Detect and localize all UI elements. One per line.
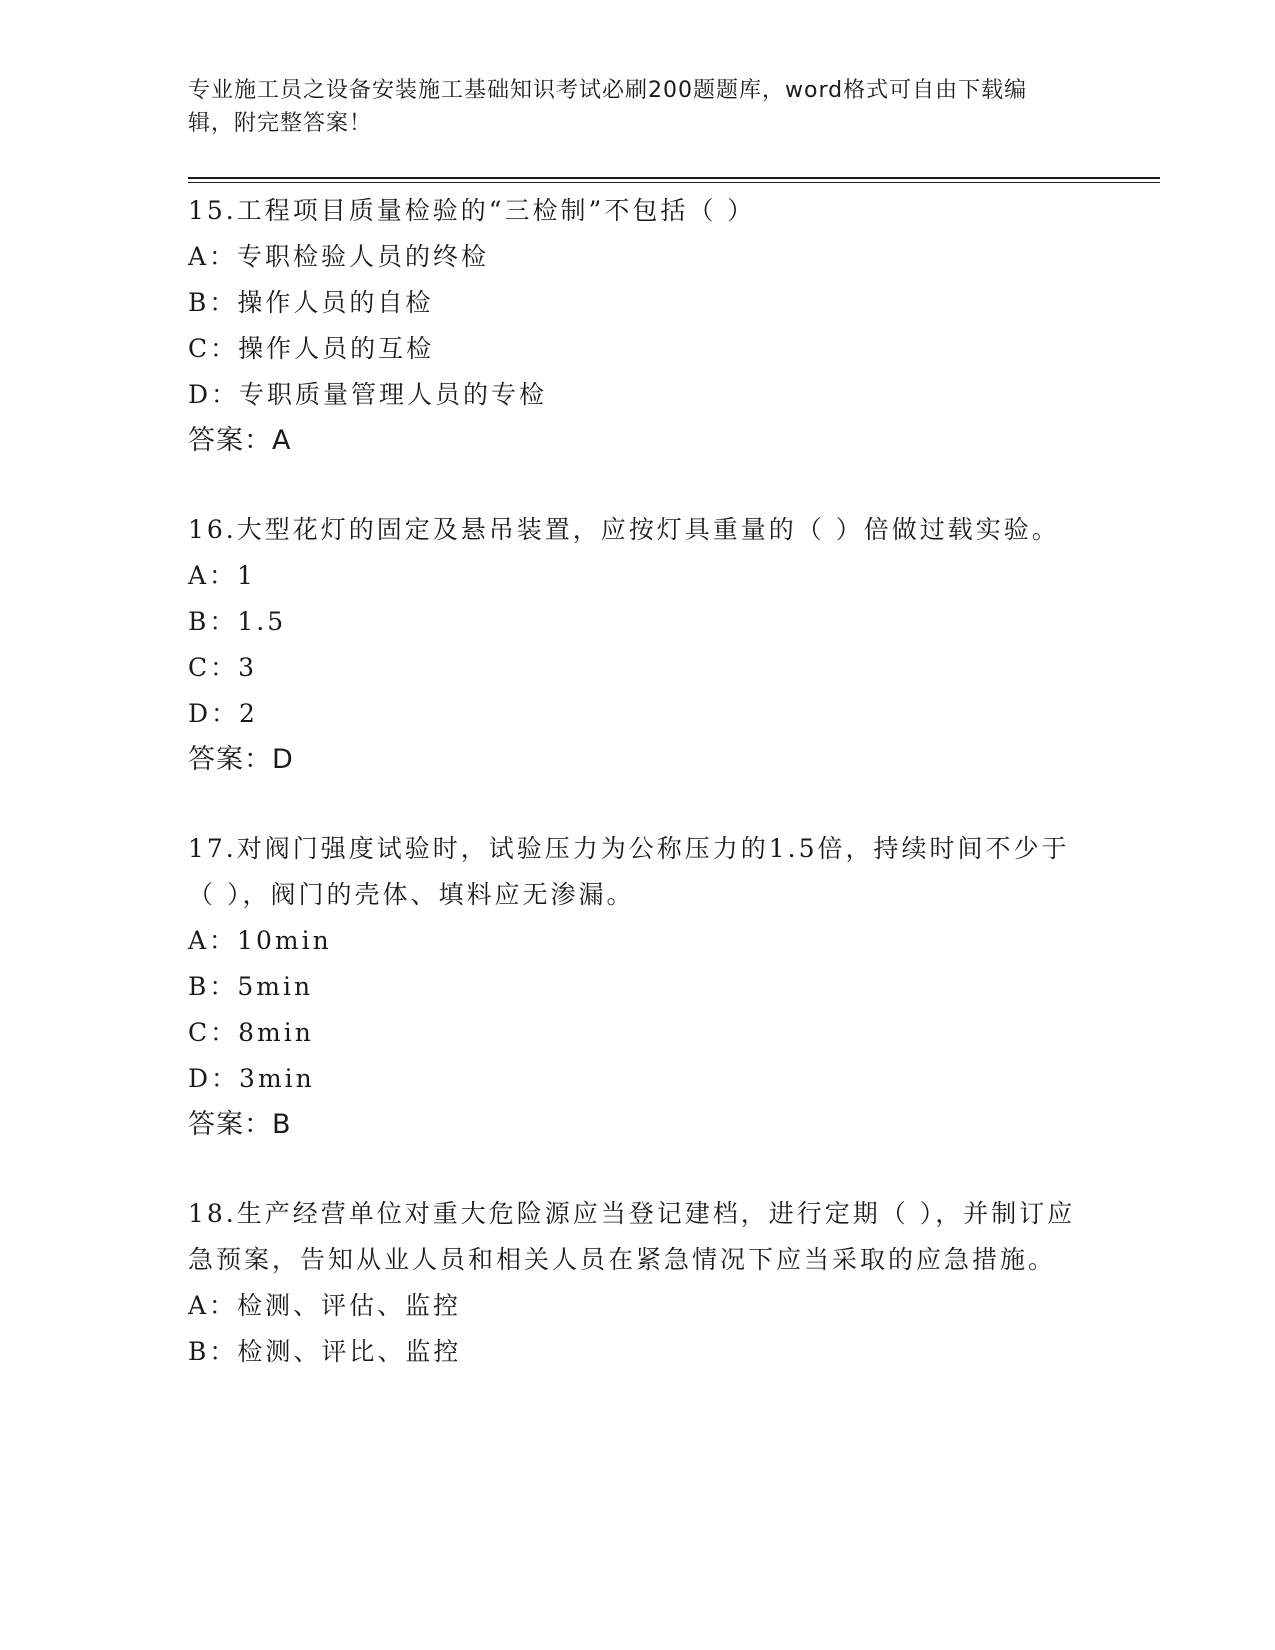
option-b: B：5min: [188, 972, 314, 1001]
question-stem: 16.大型花灯的固定及悬吊装置，应按灯具重量的（ ）倍做过载实验。: [188, 515, 1060, 544]
option-b: B：1.5: [188, 607, 287, 636]
option-c: C：8min: [188, 1018, 314, 1047]
option-a: A：专职检验人员的终检: [188, 242, 490, 271]
question-16: [188, 507, 1088, 783]
header-divider-thick: [188, 177, 1160, 179]
option-d: D：专职质量管理人员的专检: [188, 380, 548, 409]
option-c: C：3: [188, 653, 258, 682]
question-18: [188, 1191, 1088, 1375]
question-17: [188, 826, 1088, 1148]
question-list: [188, 188, 1088, 1418]
option-b: B：检测、评比、监控: [188, 1337, 462, 1366]
header-divider-thin: [188, 182, 1160, 183]
option-d: D：2: [188, 699, 258, 728]
option-a: A：10min: [188, 926, 332, 955]
question-stem: 18.生产经营单位对重大危险源应当登记建档，进行定期（ ），并制订应急预案，告知从业人员和相关人员在紧急情况下应当采取的应急措施。: [188, 1199, 1076, 1274]
question-15: [188, 188, 1088, 464]
answer-line: 答案：B: [188, 1109, 292, 1140]
option-d: D：3min: [188, 1064, 315, 1093]
question-stem: 17.对阀门强度试验时，试验压力为公称压力的1.5倍，持续时间不少于（ ），阀门的壳体、填料应无渗漏。: [188, 834, 1070, 909]
option-c: C：操作人员的互检: [188, 334, 435, 363]
option-a: A：1: [188, 561, 256, 590]
option-b: B：操作人员的自检: [188, 288, 434, 317]
document-header: 专业施工员之设备安装施工基础知识考试必刷200题题库，word格式可自由下载编辑，附完整答案！: [188, 78, 1028, 136]
answer-line: 答案：A: [188, 425, 292, 456]
option-a: A：检测、评估、监控: [188, 1291, 462, 1320]
question-stem: 15.工程项目质量检验的“三检制”不包括（ ）: [188, 196, 756, 225]
answer-line: 答案：D: [188, 744, 294, 775]
